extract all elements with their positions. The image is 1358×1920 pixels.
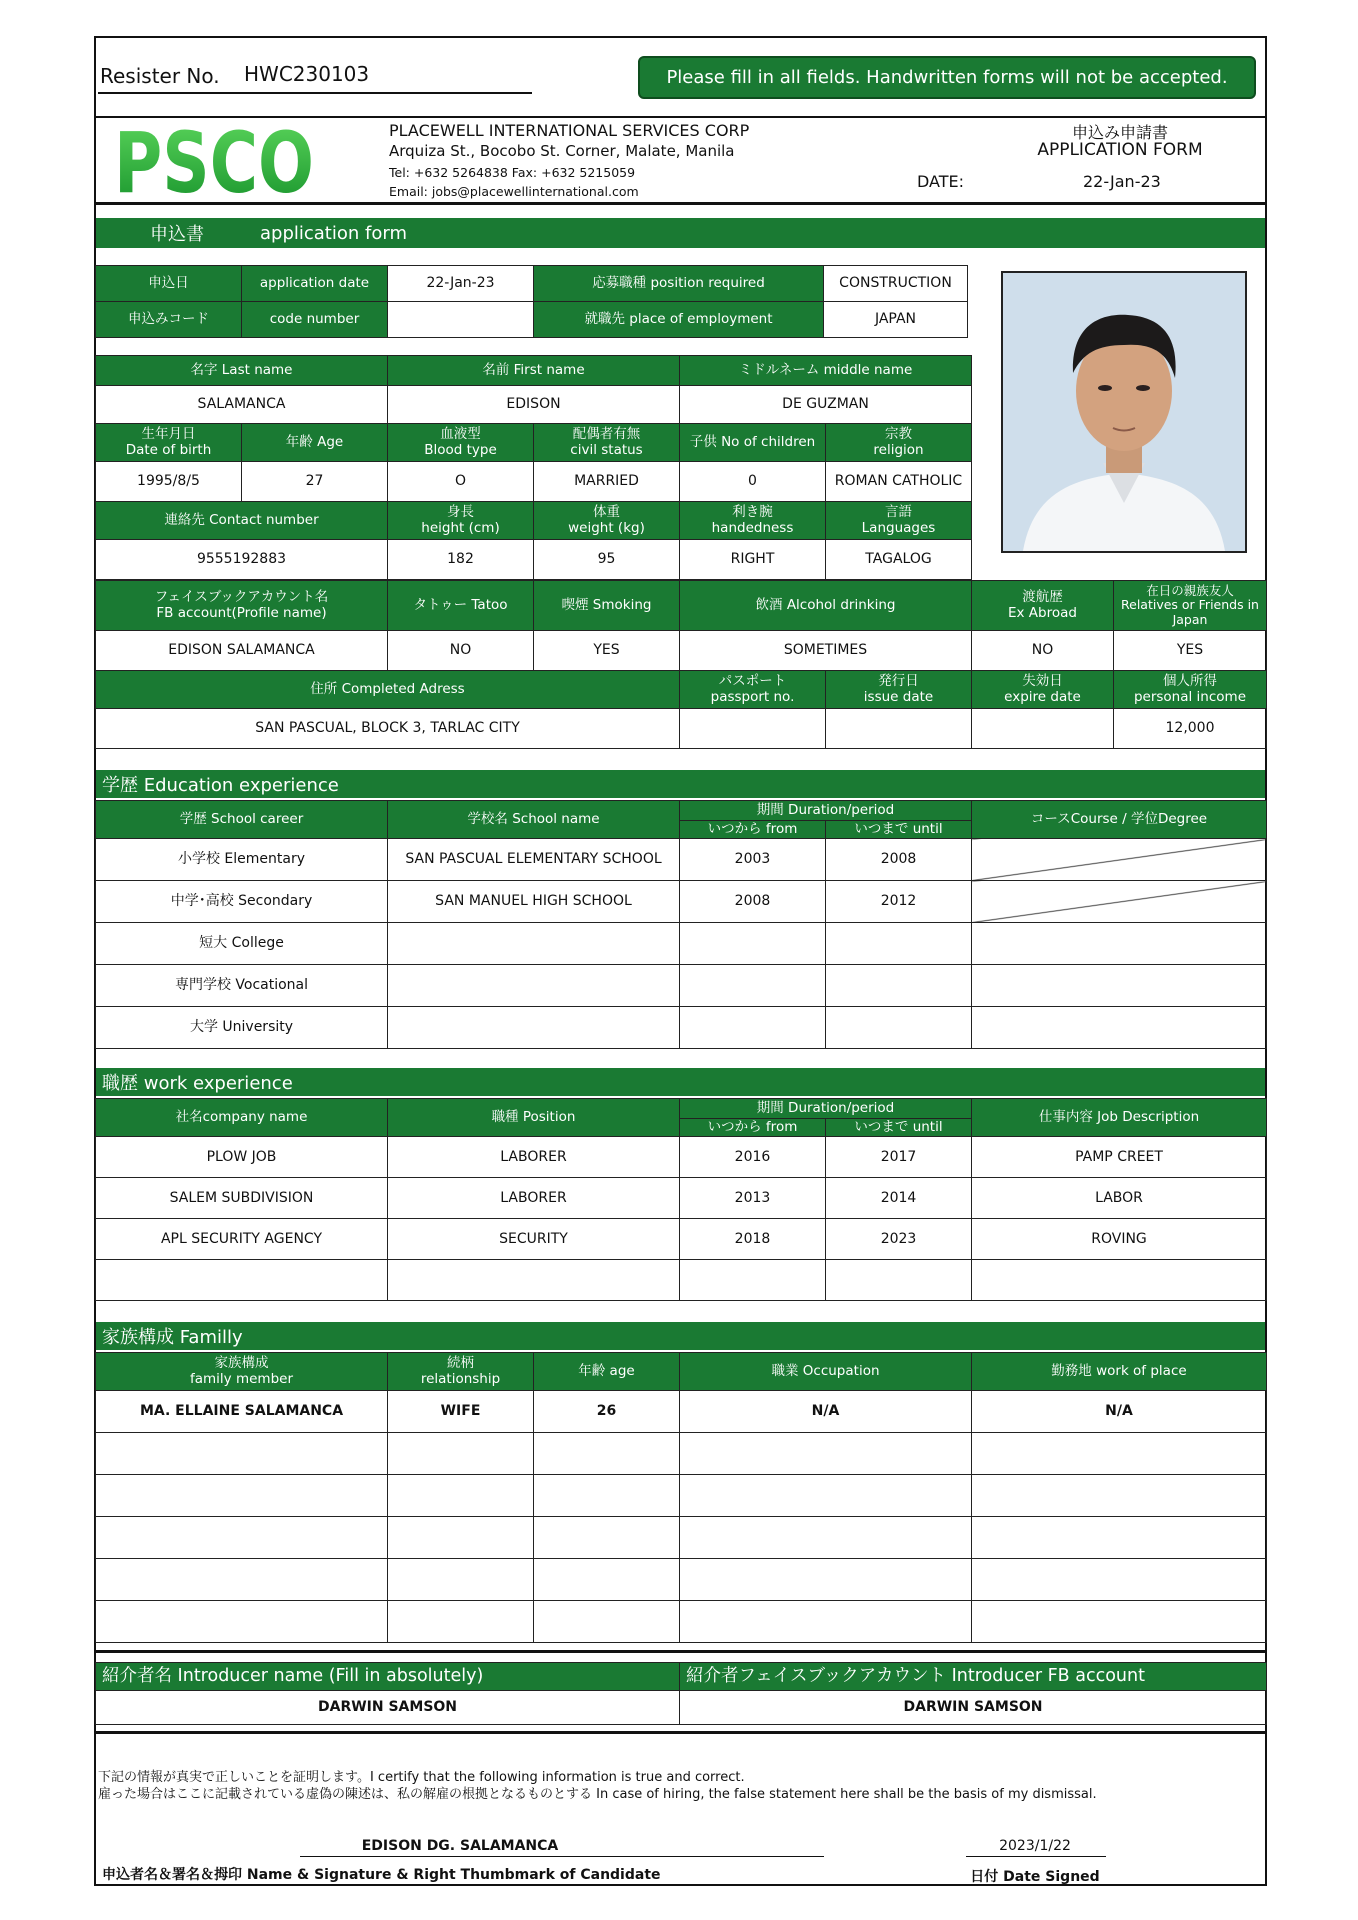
- edu-from: [680, 1007, 826, 1049]
- fb-account: EDISON SALAMANCA: [96, 631, 388, 671]
- dob: 1995/8/5: [96, 462, 242, 502]
- work-col-period: 期間 Duration/period: [680, 1099, 972, 1119]
- contact-number: 9555192883: [96, 540, 388, 580]
- table-row: [96, 1517, 1267, 1559]
- table-row: [96, 1475, 1267, 1517]
- table-row: [96, 923, 1267, 965]
- hand-label: [680, 502, 826, 540]
- work-until: 2017: [826, 1137, 972, 1178]
- edu-from: [680, 965, 826, 1007]
- place-value: JAPAN: [824, 302, 968, 338]
- relatives-label: [1114, 581, 1267, 631]
- expire-label-en: expire date: [1004, 688, 1081, 705]
- tattoo: NO: [388, 631, 534, 671]
- work-from: 2013: [680, 1178, 826, 1219]
- height-label-en: height (cm): [421, 519, 500, 536]
- lang-label-en: Languages: [861, 519, 936, 536]
- edu-career: 大学 University: [96, 1007, 388, 1049]
- first-name: EDISON: [388, 386, 680, 424]
- personal-income: 12,000: [1114, 709, 1267, 749]
- fam-age: [534, 1475, 680, 1517]
- edu-until: [826, 923, 972, 965]
- religion: ROMAN CATHOLIC: [826, 462, 972, 502]
- edu-col-school: 学校名 School name: [388, 801, 680, 839]
- work-until: 2014: [826, 1178, 972, 1219]
- date-line: [966, 1856, 1106, 1857]
- table-row: [96, 1178, 1267, 1219]
- fam-member: MA. ELLAINE SALAMANCA: [96, 1391, 388, 1433]
- work-col-company: 社名company name: [96, 1099, 388, 1137]
- edu-career: 専門学校 Vocational: [96, 965, 388, 1007]
- fam-age: [534, 1517, 680, 1559]
- edu-school: [388, 965, 680, 1007]
- work-company: PLOW JOB: [96, 1137, 388, 1178]
- section-work: 職歴 work experience: [96, 1068, 1265, 1096]
- dob-label: [96, 424, 242, 462]
- religion-label: [826, 424, 972, 462]
- weight: 95: [534, 540, 680, 580]
- fam-place: [972, 1433, 1267, 1475]
- blood-label: [388, 424, 534, 462]
- fam-col-place: 勤務地 work of place: [972, 1353, 1267, 1391]
- app-date-value: 22-Jan-23: [388, 266, 534, 302]
- company-logo: [112, 114, 318, 212]
- date-signed-label: 日付 Date Signed: [970, 1869, 1100, 1885]
- edu-course: [972, 881, 1267, 923]
- alcohol-label: 飲酒 Alcohol drinking: [680, 581, 972, 631]
- smoking-label: 喫煙 Smoking: [534, 581, 680, 631]
- edu-course: [972, 923, 1267, 965]
- section-application-jp: 申込書: [150, 224, 204, 245]
- register-label: Resister No.: [100, 64, 220, 88]
- table-row: [96, 881, 1267, 923]
- edu-col-until: いつまで until: [826, 821, 972, 839]
- alcohol: SOMETIMES: [680, 631, 972, 671]
- code-value: [388, 302, 534, 338]
- edu-course: [972, 839, 1267, 881]
- relatives-label-en: Relatives or Friends in Japan: [1121, 597, 1259, 627]
- civil-status: MARRIED: [534, 462, 680, 502]
- work-from: 2018: [680, 1219, 826, 1260]
- weight-label-en: weight (kg): [568, 519, 645, 536]
- contact-label: 連絡先 Contact number: [96, 502, 388, 540]
- introducer-table: [95, 1662, 1267, 1725]
- age-label: 年齢 Age: [242, 424, 388, 462]
- income-label-en: personal income: [1133, 688, 1247, 705]
- work-from: [680, 1260, 826, 1301]
- civil-label: [534, 424, 680, 462]
- issue-label: [826, 671, 972, 709]
- children-label: 子供 No of children: [680, 424, 826, 462]
- table-row: [96, 1219, 1267, 1260]
- work-desc: LABOR: [972, 1178, 1267, 1219]
- candidate-name: EDISON DG. SALAMANCA: [361, 1838, 559, 1854]
- work-until: 2023: [826, 1219, 972, 1260]
- edu-col-course: コースCourse / 学位Degree: [972, 801, 1267, 839]
- fam-member: [96, 1433, 388, 1475]
- work-col-position: 職種 Position: [388, 1099, 680, 1137]
- edu-until: 2012: [826, 881, 972, 923]
- weight-label-jp: 体重: [593, 503, 620, 520]
- work-company: APL SECURITY AGENCY: [96, 1219, 388, 1260]
- edu-career: 小学校 Elementary: [96, 839, 388, 881]
- table-row: [96, 1559, 1267, 1601]
- issue-label-jp: 発行日: [878, 672, 919, 689]
- position-label: 応募職種 position required: [534, 266, 824, 302]
- abroad-label-jp: 渡航歴: [1022, 588, 1063, 605]
- table-row: [96, 1601, 1267, 1643]
- middle-name: DE GUZMAN: [680, 386, 972, 424]
- fam-relationship: WIFE: [388, 1391, 534, 1433]
- work-col-until: いつまで until: [826, 1119, 972, 1137]
- blood-label-en: Blood type: [424, 441, 497, 458]
- fb-label: [96, 581, 388, 631]
- fam-age: [534, 1433, 680, 1475]
- section-application: [96, 218, 1265, 248]
- register-number: HWC230103: [244, 62, 370, 86]
- edu-school: [388, 923, 680, 965]
- religion-label-en: religion: [873, 441, 924, 458]
- fam-relationship: [388, 1475, 534, 1517]
- date-label: DATE:: [917, 172, 965, 191]
- photo-area: [972, 356, 1267, 581]
- fam-occupation: [680, 1433, 972, 1475]
- work-desc: [972, 1260, 1267, 1301]
- edu-col-career: 学歴 School career: [96, 801, 388, 839]
- table-row: [96, 1391, 1267, 1433]
- table-row: [96, 965, 1267, 1007]
- work-company: [96, 1260, 388, 1301]
- languages: TAGALOG: [826, 540, 972, 580]
- signed-date: 2023/1/22: [999, 1838, 1071, 1854]
- edu-from: 2008: [680, 881, 826, 923]
- edu-from: 2003: [680, 839, 826, 881]
- edu-course: [972, 965, 1267, 1007]
- edu-career: 短大 College: [96, 923, 388, 965]
- last-name-label: 名字 Last name: [96, 356, 388, 386]
- hand-label-jp: 利き腕: [732, 503, 773, 520]
- place-label: 就職先 place of employment: [534, 302, 824, 338]
- edu-school: SAN MANUEL HIGH SCHOOL: [388, 881, 680, 923]
- fam-relationship: [388, 1517, 534, 1559]
- fam-occupation: [680, 1559, 972, 1601]
- ex-abroad: NO: [972, 631, 1114, 671]
- expire-label-jp: 失効日: [1022, 672, 1063, 689]
- table-row: [96, 1433, 1267, 1475]
- fam-member: [96, 1559, 388, 1601]
- fam-place: N/A: [972, 1391, 1267, 1433]
- lang-label-jp: 言語: [885, 503, 912, 520]
- fam-member: [96, 1475, 388, 1517]
- relatives: YES: [1114, 631, 1267, 671]
- fam-age: [534, 1559, 680, 1601]
- passport-label-jp: パスポート: [718, 672, 787, 689]
- passport-label-en: passport no.: [710, 688, 795, 705]
- table-row: [96, 1137, 1267, 1178]
- personal-table: [95, 355, 1267, 749]
- fam-age: [534, 1601, 680, 1643]
- form-date: 22-Jan-23: [1083, 172, 1161, 191]
- fam-relationship: [388, 1559, 534, 1601]
- introducer-fb: DARWIN SAMSON: [680, 1691, 1267, 1725]
- fam-place: [972, 1601, 1267, 1643]
- address: SAN PASCUAL, BLOCK 3, TARLAC CITY: [96, 709, 680, 749]
- middle-name-label: ミドルネーム middle name: [680, 356, 972, 386]
- fam-place: [972, 1475, 1267, 1517]
- edu-until: [826, 965, 972, 1007]
- company-tel: Tel: +632 5264838 Fax: +632 5215059: [389, 165, 636, 180]
- work-from: 2016: [680, 1137, 826, 1178]
- fam-member: [96, 1601, 388, 1643]
- work-col-from: いつから from: [680, 1119, 826, 1137]
- fam-occupation: [680, 1517, 972, 1559]
- height: 182: [388, 540, 534, 580]
- address-label: 住所 Completed Adress: [96, 671, 680, 709]
- section-family: 家族構成 Familly: [96, 1322, 1265, 1350]
- fam-place: [972, 1517, 1267, 1559]
- work-position: LABORER: [388, 1178, 680, 1219]
- fam-col-rel: [388, 1353, 534, 1391]
- edu-from: [680, 923, 826, 965]
- first-name-label: 名前 First name: [388, 356, 680, 386]
- relatives-label-jp: 在日の親族友人: [1146, 582, 1234, 598]
- introducer-fb-label: 紹介者フェイスブックアカウント Introducer FB account: [680, 1663, 1267, 1691]
- company-address: Arquiza St., Bocobo St. Corner, Malate, Manila: [389, 142, 735, 160]
- blood-type: O: [388, 462, 534, 502]
- fam-col-occ: 職業 Occupation: [680, 1353, 972, 1391]
- table-row: [96, 1260, 1267, 1301]
- company-name: PLACEWELL INTERNATIONAL SERVICES CORP: [389, 121, 750, 140]
- fam-col-member-en: family member: [190, 1370, 293, 1387]
- fam-col-rel-en: relationship: [420, 1370, 501, 1387]
- last-name: SALAMANCA: [96, 386, 388, 424]
- fb-label-jp: フェイスブックアカウント名: [154, 588, 329, 605]
- certification-line-1: 下記の情報が真実で正しいことを証明します。I certify that the following information is true and correct.: [98, 1770, 745, 1785]
- fam-relationship: [388, 1433, 534, 1475]
- fb-label-en: FB account(Profile name): [156, 604, 327, 621]
- app-date-jp: 申込日: [96, 266, 242, 302]
- table-row: [96, 839, 1267, 881]
- edu-school: SAN PASCUAL ELEMENTARY SCHOOL: [388, 839, 680, 881]
- fam-member: [96, 1517, 388, 1559]
- form-title-en: APPLICATION FORM: [1037, 140, 1203, 160]
- work-company: SALEM SUBDIVISION: [96, 1178, 388, 1219]
- age: 27: [242, 462, 388, 502]
- family-table: [95, 1352, 1267, 1643]
- hand-label-en: handedness: [711, 519, 794, 536]
- issue-date: [826, 709, 972, 749]
- expire-label: [972, 671, 1114, 709]
- weight-label: [534, 502, 680, 540]
- edu-col-period: 期間 Duration/period: [680, 801, 972, 821]
- work-until: [826, 1260, 972, 1301]
- children: 0: [680, 462, 826, 502]
- tattoo-label: タトゥー Tatoo: [388, 581, 534, 631]
- divider: [94, 1731, 1267, 1734]
- application-table: [95, 265, 968, 338]
- edu-school: [388, 1007, 680, 1049]
- lang-label: [826, 502, 972, 540]
- signature-label: 申込者名＆署名＆拇印 Name & Signature & Right Thumbmark of Candidate: [102, 1867, 661, 1883]
- introducer-name-label: 紹介者名 Introducer name (Fill in absolutely): [96, 1663, 680, 1691]
- religion-label-jp: 宗教: [885, 425, 912, 442]
- education-table: [95, 800, 1267, 1049]
- fam-col-age: 年齢 age: [534, 1353, 680, 1391]
- fam-occupation: [680, 1601, 972, 1643]
- work-position: SECURITY: [388, 1219, 680, 1260]
- code-en: code number: [242, 302, 388, 338]
- edu-until: 2008: [826, 839, 972, 881]
- table-row: [96, 1007, 1267, 1049]
- edu-until: [826, 1007, 972, 1049]
- fam-col-rel-jp: 続柄: [447, 1354, 474, 1371]
- certification-line-2: 雇った場合はここに記載されている虚偽の陳述は、私の解雇の根拠となるものとする In case of hiring, the false statement here shall be the basis of my dismissal.: [98, 1787, 1097, 1802]
- income-label-jp: 個人所得: [1163, 672, 1217, 689]
- issue-label-en: issue date: [863, 688, 934, 705]
- abroad-label-en: Ex Abroad: [1008, 604, 1077, 621]
- fam-age: 26: [534, 1391, 680, 1433]
- work-desc: ROVING: [972, 1219, 1267, 1260]
- civil-label-jp: 配偶者有無: [572, 425, 641, 442]
- notice-banner: Please fill in all fields. Handwritten forms will not be accepted.: [638, 56, 1256, 99]
- expire-date: [972, 709, 1114, 749]
- svg-text:PSCO: PSCO: [114, 114, 314, 212]
- blood-label-jp: 血液型: [440, 425, 481, 442]
- edu-course: [972, 1007, 1267, 1049]
- form-title-jp: 申込み申請書: [1071, 123, 1168, 142]
- fam-col-member: [96, 1353, 388, 1391]
- work-desc: PAMP CREET: [972, 1137, 1267, 1178]
- code-jp: 申込みコード: [96, 302, 242, 338]
- fam-col-member-jp: 家族構成: [214, 1354, 269, 1371]
- dob-label-jp: 生年月日: [141, 425, 196, 442]
- height-label-jp: 身長: [447, 503, 474, 520]
- edu-col-from: いつから from: [680, 821, 826, 839]
- passport-no: [680, 709, 826, 749]
- work-table: [95, 1098, 1267, 1301]
- dob-label-en: Date of birth: [125, 441, 212, 458]
- signature-line: [300, 1856, 824, 1857]
- divider: [94, 202, 1267, 205]
- work-position: [388, 1260, 680, 1301]
- work-col-desc: 仕事内容 Job Description: [972, 1099, 1267, 1137]
- fam-relationship: [388, 1601, 534, 1643]
- edu-career: 中学･高校 Secondary: [96, 881, 388, 923]
- income-label: [1114, 671, 1267, 709]
- register-underline: [98, 92, 532, 94]
- section-application-en: application form: [260, 222, 407, 244]
- handedness: RIGHT: [680, 540, 826, 580]
- fam-occupation: N/A: [680, 1391, 972, 1433]
- divider: [94, 1650, 1267, 1653]
- abroad-label: [972, 581, 1114, 631]
- app-date-en: application date: [242, 266, 388, 302]
- smoking: YES: [534, 631, 680, 671]
- introducer-name: DARWIN SAMSON: [96, 1691, 680, 1725]
- passport-label: [680, 671, 826, 709]
- height-label: [388, 502, 534, 540]
- fam-occupation: [680, 1475, 972, 1517]
- section-education: 学歴 Education experience: [96, 770, 1265, 798]
- work-position: LABORER: [388, 1137, 680, 1178]
- fam-place: [972, 1559, 1267, 1601]
- position-value: CONSTRUCTION: [824, 266, 968, 302]
- civil-label-en: civil status: [570, 441, 643, 458]
- company-email: Email: jobs@placewellinternational.com: [389, 184, 639, 199]
